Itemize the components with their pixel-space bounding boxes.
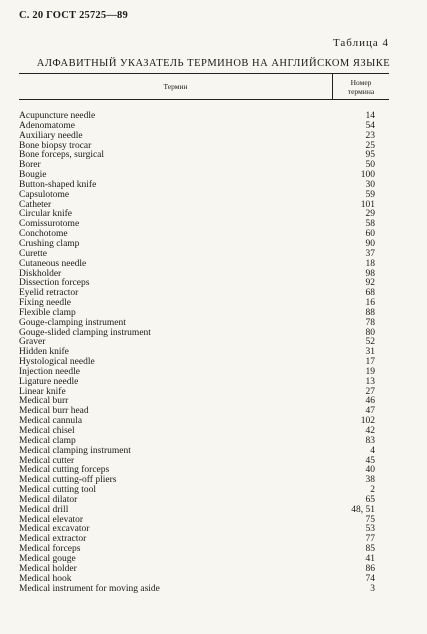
term-name: Circular knife <box>19 209 73 220</box>
table-row <box>19 564 389 574</box>
table-row <box>19 259 389 269</box>
table-row <box>19 584 389 594</box>
table-row <box>19 209 389 219</box>
table-row <box>19 534 389 544</box>
table-row <box>19 337 389 347</box>
term-number: 83 <box>365 435 375 446</box>
term-name: Bone forceps, surgical <box>19 150 105 161</box>
table-header <box>19 73 389 100</box>
table-row <box>19 288 389 298</box>
table-row <box>19 269 389 279</box>
page-header: С. 20 ГОСТ 25725—89 <box>19 10 128 21</box>
term-number: 46 <box>365 396 375 407</box>
term-number: 78 <box>365 317 375 328</box>
table-row <box>19 377 389 387</box>
table-row <box>19 416 389 426</box>
term-index-list <box>19 111 389 593</box>
term-name: Medical cutting tool <box>19 485 97 496</box>
table-row <box>19 465 389 475</box>
term-name: Comissurotome <box>19 219 80 230</box>
term-number: 92 <box>365 278 375 289</box>
column-header-number-line2: термина <box>347 86 375 96</box>
term-number: 27 <box>365 386 375 397</box>
term-name: Medical burr <box>19 396 69 407</box>
table-title: АЛФАВИТНЫЙ УКАЗАТЕЛЬ ТЕРМИНОВ НА АНГЛИЙСКОМ ЯЗЫКЕ <box>36 58 391 69</box>
table-row <box>19 150 389 160</box>
term-number: 77 <box>365 534 375 545</box>
term-name: Eyelid retractor <box>19 288 79 299</box>
table-row <box>19 357 389 367</box>
term-number: 90 <box>365 238 375 249</box>
column-header-number-line1: Номер <box>350 77 372 87</box>
term-number: 41 <box>365 553 375 564</box>
table-caption: Таблица 4 <box>332 37 389 49</box>
table-row <box>19 505 389 515</box>
table-row <box>19 278 389 288</box>
term-name: Gouge-slided clamping instrument <box>19 327 151 338</box>
term-number: 86 <box>365 563 375 574</box>
table-row <box>19 387 389 397</box>
term-number: 52 <box>365 337 375 348</box>
table-row <box>19 347 389 357</box>
term-name: Injection needle <box>19 366 80 377</box>
table-row <box>19 121 389 131</box>
term-number: 4 <box>370 445 375 456</box>
term-name: Medical elevator <box>19 514 84 525</box>
term-number: 48, 51 <box>351 504 375 515</box>
term-number: 23 <box>365 130 375 141</box>
term-number: 80 <box>365 327 375 338</box>
table-row <box>19 180 389 190</box>
table-row <box>19 190 389 200</box>
term-number: 3 <box>370 583 375 594</box>
term-name: Medical cutting forceps <box>19 465 110 476</box>
table-row <box>19 200 389 210</box>
term-number: 85 <box>365 544 375 555</box>
term-name: Hystological needle <box>19 357 95 368</box>
term-name: Button-shaped knife <box>19 179 97 190</box>
table-row <box>19 475 389 485</box>
term-name: Linear knife <box>19 386 66 397</box>
table-row <box>19 396 389 406</box>
term-name: Hidden knife <box>19 347 69 358</box>
table-row <box>19 544 389 554</box>
term-name: Conchotome <box>19 229 68 240</box>
term-number: 18 <box>365 258 375 269</box>
term-number: 50 <box>365 160 375 171</box>
table-row <box>19 318 389 328</box>
term-number: 31 <box>365 347 375 358</box>
term-number: 19 <box>365 366 375 377</box>
table-row <box>19 308 389 318</box>
term-name: Medical hook <box>19 573 72 584</box>
table-row <box>19 229 389 239</box>
term-number: 2 <box>370 485 375 496</box>
term-name: Medical gouge <box>19 553 76 564</box>
table-row <box>19 436 389 446</box>
table-row <box>19 426 389 436</box>
term-name: Graver <box>19 337 46 348</box>
term-name: Medical cannula <box>19 416 83 427</box>
term-number: 65 <box>365 494 375 505</box>
term-name: Medical chisel <box>19 426 75 436</box>
table-row <box>19 446 389 456</box>
term-number: 53 <box>365 524 375 535</box>
table-row <box>19 131 389 141</box>
term-name: Borer <box>19 160 41 171</box>
term-name: Capsulotome <box>19 189 70 200</box>
term-name: Ligature needle <box>19 376 79 387</box>
term-name: Cutaneous needle <box>19 258 87 269</box>
table-row <box>19 239 389 249</box>
term-number: 14 <box>365 111 375 121</box>
term-number: 13 <box>365 376 375 387</box>
term-number: 100 <box>360 170 375 181</box>
term-number: 29 <box>365 209 375 220</box>
column-header-term-label: Термин <box>163 82 188 91</box>
term-name: Medical excavator <box>19 524 90 535</box>
term-name: Bone biopsy trocar <box>19 140 92 151</box>
term-number: 101 <box>360 199 375 210</box>
term-name: Adenomatome <box>19 120 75 131</box>
term-number: 25 <box>365 140 375 151</box>
table-row <box>19 160 389 170</box>
term-name: Medical burr head <box>19 406 89 417</box>
table-row <box>19 141 389 151</box>
term-number: 54 <box>365 120 375 131</box>
term-number: 47 <box>365 406 375 417</box>
term-name: Flexible clamp <box>19 307 76 318</box>
table-row <box>19 485 389 495</box>
term-name: Medical clamping instrument <box>19 445 131 456</box>
term-number: 40 <box>365 465 375 476</box>
term-number: 30 <box>365 179 375 190</box>
table-row <box>19 170 389 180</box>
table-row <box>19 524 389 534</box>
term-name: Dissection forceps <box>19 278 90 289</box>
term-name: Medical holder <box>19 563 77 574</box>
term-name: Bougie <box>19 170 47 181</box>
term-number: 17 <box>365 357 375 368</box>
term-number: 59 <box>365 189 375 200</box>
term-name: Medical clamp <box>19 435 76 446</box>
term-number: 68 <box>365 288 375 299</box>
term-name: Crushing clamp <box>19 238 80 249</box>
column-header-number <box>333 74 389 99</box>
term-number: 37 <box>365 248 375 259</box>
table-row <box>19 298 389 308</box>
table-row <box>19 249 389 259</box>
term-number: 42 <box>365 426 375 436</box>
term-number: 45 <box>365 455 375 466</box>
table-row <box>19 574 389 584</box>
table-row <box>19 219 389 229</box>
term-name: Medical cutter <box>19 455 75 466</box>
term-number: 74 <box>365 573 375 584</box>
term-name: Diskholder <box>19 268 62 279</box>
term-name: Catheter <box>19 199 52 210</box>
table-row <box>19 406 389 416</box>
table-row <box>19 328 389 338</box>
term-number: 16 <box>365 298 375 309</box>
term-name: Medical drill <box>19 504 69 515</box>
term-number: 60 <box>365 229 375 240</box>
column-header-term <box>19 74 333 99</box>
term-name: Medical cutting-off pliers <box>19 475 117 486</box>
table-row <box>19 367 389 377</box>
term-name: Fixing needle <box>19 298 71 309</box>
table-row <box>19 111 389 121</box>
term-number: 75 <box>365 514 375 525</box>
term-name: Curette <box>19 248 47 259</box>
term-name: Acupuncture needle <box>19 111 96 121</box>
table-row <box>19 495 389 505</box>
table-row <box>19 515 389 525</box>
term-number: 38 <box>365 475 375 486</box>
term-name: Medical dilator <box>19 494 78 505</box>
term-name: Medical forceps <box>19 544 81 555</box>
term-number: 88 <box>365 307 375 318</box>
term-number: 98 <box>365 268 375 279</box>
term-name: Auxiliary needle <box>19 130 83 141</box>
term-number: 58 <box>365 219 375 230</box>
term-name: Medical instrument for moving aside <box>19 583 160 594</box>
table-row <box>19 456 389 466</box>
term-name: Gouge-clamping instrument <box>19 317 126 328</box>
table-row <box>19 554 389 564</box>
term-name: Medical extractor <box>19 534 87 545</box>
term-number: 102 <box>360 416 375 427</box>
term-number: 95 <box>365 150 375 161</box>
